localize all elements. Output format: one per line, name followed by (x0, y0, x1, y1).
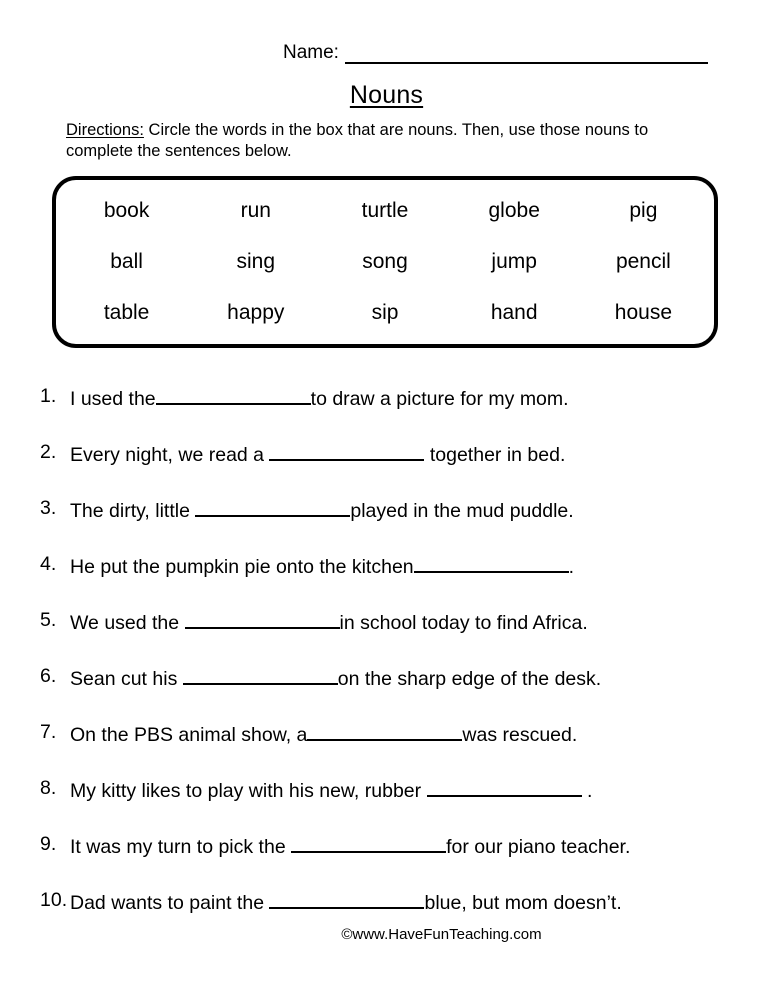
sentence-blank[interactable] (291, 831, 446, 853)
sentence-number: 6. (40, 665, 57, 687)
sentence-body (70, 887, 750, 916)
sentence-text-after: was rescued. (462, 724, 578, 746)
sentence-number: 4. (40, 553, 57, 575)
word-bank-row (62, 198, 708, 224)
name-field-row (283, 42, 708, 64)
sentence-number: 2. (40, 441, 57, 463)
sentence-number: 3. (40, 497, 57, 519)
word-bank-item[interactable]: table (103, 300, 150, 324)
sentence-text-after: . (581, 780, 593, 802)
word-bank-item[interactable]: sing (236, 249, 276, 273)
page-title (0, 80, 773, 110)
sentence-number: 7. (40, 721, 57, 743)
name-label: Name: (283, 42, 339, 63)
sentence-blank[interactable] (195, 495, 350, 517)
directions-block (66, 120, 718, 162)
sentence-blank[interactable] (414, 551, 569, 573)
sentence-body (70, 831, 750, 860)
sentence-text-before: Every night, we read a (70, 444, 270, 466)
sentence-blank[interactable] (156, 383, 311, 405)
sentence-number: 8. (40, 777, 57, 799)
sentence-text-before: On the PBS animal show, a (70, 724, 308, 746)
directions-label: Directions: (66, 121, 144, 139)
word-bank-item[interactable]: turtle (361, 199, 409, 223)
sentence-body (70, 551, 750, 580)
sentence-item (40, 383, 750, 439)
word-bank-item[interactable]: globe (488, 199, 540, 223)
sentence-body (70, 775, 750, 804)
sentence-item (40, 495, 750, 551)
sentence-item (40, 607, 750, 663)
sentence-number: 10. (40, 889, 68, 911)
sentence-body (70, 495, 750, 524)
word-bank-item[interactable]: house (614, 300, 672, 324)
word-bank-item[interactable]: sip (371, 300, 399, 324)
word-bank-item[interactable]: ball (110, 249, 143, 273)
sentence-item (40, 775, 750, 831)
sentence-item (40, 439, 750, 495)
sentence-number: 1. (40, 385, 57, 407)
word-bank-item[interactable]: pig (629, 199, 658, 223)
sentence-blank[interactable] (307, 719, 462, 741)
sentence-text-after: to draw a picture for my mom. (310, 388, 569, 410)
sentence-text-before: The dirty, little (70, 500, 196, 522)
word-bank-item[interactable]: pencil (615, 249, 671, 273)
sentence-text-after: blue, but mom doesn’t. (424, 892, 622, 914)
sentence-blank[interactable] (269, 887, 424, 909)
sentence-text-after: for our piano teacher. (446, 836, 631, 858)
sentence-text-before: It was my turn to pick the (70, 836, 292, 858)
sentence-text-before: Dad wants to paint the (70, 892, 270, 914)
sentence-blank[interactable] (185, 607, 340, 629)
footer-credit: ©www.HaveFunTeaching.com (341, 926, 542, 943)
sentence-blank[interactable] (183, 663, 338, 685)
sentence-text-after: together in bed. (424, 444, 566, 466)
name-write-in-line[interactable] (345, 44, 708, 64)
sentence-body (70, 719, 750, 748)
sentence-number: 9. (40, 833, 57, 855)
sentence-blank[interactable] (427, 775, 582, 797)
sentence-text-before: We used the (70, 612, 185, 634)
sentence-body (70, 383, 750, 412)
sentence-item (40, 831, 750, 887)
word-bank-item[interactable]: book (103, 199, 150, 223)
directions-text: Circle the words in the box that are nouns. Then, use those nouns to complete the sentences below. (66, 121, 649, 160)
sentence-text-before: My kitty likes to play with his new, rubber (70, 780, 427, 802)
sentence-text-after: in school today to find Africa. (339, 612, 588, 634)
word-bank-item[interactable]: jump (491, 249, 537, 273)
sentence-item (40, 719, 750, 775)
word-bank-row (62, 249, 708, 275)
word-bank-grid (62, 186, 708, 338)
sentence-item (40, 551, 750, 607)
sentence-text-before: I used the (70, 388, 156, 410)
sentence-body (70, 607, 750, 636)
sentence-text-after: . (568, 556, 575, 578)
sentence-text-before: Sean cut his (70, 668, 183, 690)
word-bank-row (62, 300, 708, 326)
sentence-body (70, 439, 750, 468)
sentence-text-after: on the sharp edge of the desk. (337, 668, 602, 690)
sentence-item (40, 663, 750, 719)
sentence-body (70, 663, 750, 692)
sentence-blank[interactable] (269, 439, 424, 461)
word-bank-item[interactable]: song (362, 249, 408, 273)
sentence-number: 5. (40, 609, 57, 631)
word-bank-item[interactable]: happy (227, 300, 285, 324)
word-bank-item[interactable]: hand (490, 300, 538, 324)
sentence-text-after: played in the mud puddle. (350, 500, 574, 522)
sentence-list (40, 383, 750, 943)
word-bank-item[interactable]: run (240, 199, 271, 223)
sentence-text-before: He put the pumpkin pie onto the kitchen (70, 556, 414, 578)
page-title-text: Nouns (349, 81, 424, 109)
